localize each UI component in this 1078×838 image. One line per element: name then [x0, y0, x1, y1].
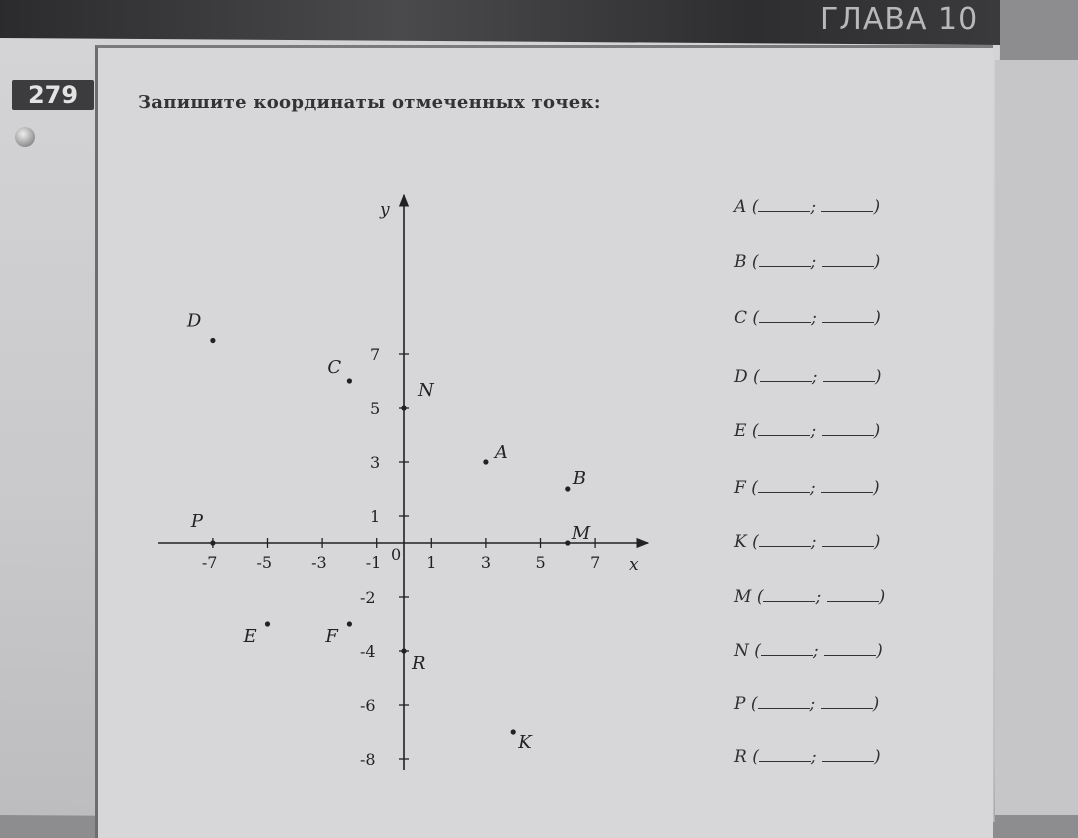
- answer-row-f: [734, 478, 880, 498]
- point-d-label: D: [186, 310, 202, 332]
- task-instruction: Запишите координаты отмеченных точек:: [138, 92, 601, 113]
- y-answer-blank[interactable]: [822, 532, 874, 547]
- y-answer-blank[interactable]: [822, 421, 874, 436]
- y-answer-blank[interactable]: [823, 367, 875, 382]
- separator: ;: [812, 641, 819, 661]
- y-tick-label: -4: [360, 642, 376, 661]
- answer-letter: P: [734, 694, 746, 714]
- answer-letter: A: [734, 197, 747, 217]
- point-c-label: C: [327, 357, 342, 378]
- answer-letter: M: [734, 587, 752, 607]
- open-paren: (: [751, 421, 759, 441]
- answer-row-d: [734, 367, 881, 387]
- separator: ;: [810, 197, 817, 217]
- x-tick-label: 3: [480, 553, 492, 572]
- x-tick-label: 5: [535, 553, 546, 572]
- close-paren: ): [873, 421, 881, 441]
- close-paren: ): [878, 587, 886, 607]
- open-paren: (: [752, 308, 760, 328]
- separator: ;: [809, 694, 816, 714]
- point-p-label: P: [190, 511, 204, 532]
- point-b-marker: [565, 486, 570, 491]
- y-tick-label: 5: [370, 399, 381, 418]
- answer-row-k: [734, 532, 881, 552]
- y-answer-blank[interactable]: [824, 641, 876, 656]
- answer-letter: F: [734, 478, 746, 498]
- open-paren: (: [752, 747, 759, 767]
- answer-letter: C: [734, 308, 748, 328]
- separator: ;: [810, 421, 817, 441]
- x-answer-blank[interactable]: [758, 478, 810, 493]
- close-paren: ): [876, 641, 883, 661]
- task-number-badge: 279: [12, 80, 94, 110]
- y-tick-label: 1: [370, 507, 381, 526]
- answer-letter: K: [734, 532, 747, 552]
- answer-row-m: [734, 587, 885, 607]
- x-axis-label: x: [629, 555, 639, 575]
- answer-row-c: [734, 308, 881, 328]
- x-tick-label: -1: [365, 553, 382, 572]
- separator: ;: [815, 587, 822, 607]
- x-tick-label: -3: [311, 553, 327, 572]
- point-k-marker: [511, 729, 516, 734]
- x-answer-blank[interactable]: [758, 694, 810, 709]
- separator: ;: [810, 532, 817, 552]
- close-paren: ): [872, 478, 880, 498]
- y-answer-blank[interactable]: [822, 252, 874, 267]
- x-answer-blank[interactable]: [759, 308, 811, 323]
- y-tick-label: 3: [370, 453, 381, 472]
- x-answer-blank[interactable]: [759, 532, 811, 547]
- answer-row-n: [734, 641, 883, 661]
- y-answer-blank[interactable]: [827, 587, 879, 602]
- x-answer-blank[interactable]: [761, 641, 813, 656]
- x-tick-label: -5: [256, 553, 273, 572]
- close-paren: ): [872, 694, 880, 714]
- x-answer-blank[interactable]: [759, 252, 811, 267]
- answer-row-e: [734, 421, 880, 441]
- open-paren: (: [756, 587, 764, 607]
- answer-letter: D: [734, 367, 748, 387]
- x-tick-label: 1: [426, 553, 437, 572]
- y-answer-blank[interactable]: [822, 308, 874, 323]
- x-tick-label: -7: [201, 553, 218, 572]
- separator: ;: [811, 308, 817, 328]
- origin-label: 0: [391, 545, 402, 564]
- answer-list: [734, 0, 934, 815]
- answer-row-r: [734, 747, 881, 767]
- point-a-label: A: [494, 442, 508, 463]
- y-tick-label: -2: [360, 588, 376, 607]
- point-r-label: R: [412, 653, 426, 674]
- open-paren: (: [750, 694, 758, 714]
- open-paren: (: [754, 641, 761, 661]
- answer-letter: N: [734, 641, 749, 661]
- x-answer-blank[interactable]: [759, 747, 811, 762]
- separator: ;: [811, 367, 818, 387]
- point-f-marker: [347, 621, 352, 626]
- point-a-marker: [483, 459, 488, 464]
- open-paren: (: [751, 478, 758, 498]
- close-paren: ): [874, 367, 882, 387]
- open-paren: (: [752, 532, 759, 552]
- x-answer-blank[interactable]: [760, 367, 812, 382]
- point-r-marker: [401, 648, 406, 653]
- y-answer-blank[interactable]: [821, 694, 873, 709]
- close-paren: ): [873, 532, 881, 552]
- point-n-marker: [401, 405, 406, 410]
- y-tick-label: -6: [360, 696, 376, 715]
- answer-letter: E: [734, 421, 747, 441]
- point-m-marker: [565, 540, 570, 545]
- point-e-label: E: [243, 626, 257, 647]
- x-tick-label: 7: [590, 553, 601, 572]
- separator: ;: [810, 252, 817, 272]
- point-k-label: K: [518, 732, 532, 753]
- point-n-label: N: [418, 380, 434, 401]
- point-f-label: F: [325, 626, 338, 647]
- answer-letter: R: [734, 747, 747, 767]
- x-answer-blank[interactable]: [758, 421, 810, 436]
- point-e-marker: [265, 621, 270, 626]
- close-paren: ): [874, 747, 881, 767]
- point-c-marker: [347, 378, 352, 383]
- x-answer-blank[interactable]: [758, 197, 810, 212]
- y-tick-label: 7: [370, 345, 381, 364]
- open-paren: (: [751, 252, 759, 272]
- y-tick-label: -8: [360, 750, 376, 769]
- point-d-marker: [210, 338, 215, 343]
- point-m-label: M: [571, 523, 591, 544]
- x-answer-blank[interactable]: [763, 587, 815, 602]
- open-paren: (: [753, 367, 760, 387]
- answer-row-b: [734, 252, 880, 272]
- chapter-heading: ГЛАВА 10: [820, 2, 979, 37]
- y-answer-blank[interactable]: [821, 478, 873, 493]
- open-paren: (: [751, 197, 759, 217]
- separator: ;: [809, 478, 816, 498]
- y-answer-blank[interactable]: [822, 747, 874, 762]
- point-p-marker: [210, 540, 215, 545]
- answer-row-a: [734, 197, 880, 217]
- y-answer-blank[interactable]: [821, 197, 873, 212]
- close-paren: ): [873, 197, 881, 217]
- close-paren: ): [873, 252, 881, 272]
- point-b-label: B: [572, 468, 587, 489]
- answer-row-p: [734, 694, 879, 714]
- answer-letter: B: [734, 252, 747, 272]
- close-paren: ): [874, 308, 881, 328]
- separator: ;: [810, 747, 817, 767]
- y-axis-label: y: [380, 200, 390, 220]
